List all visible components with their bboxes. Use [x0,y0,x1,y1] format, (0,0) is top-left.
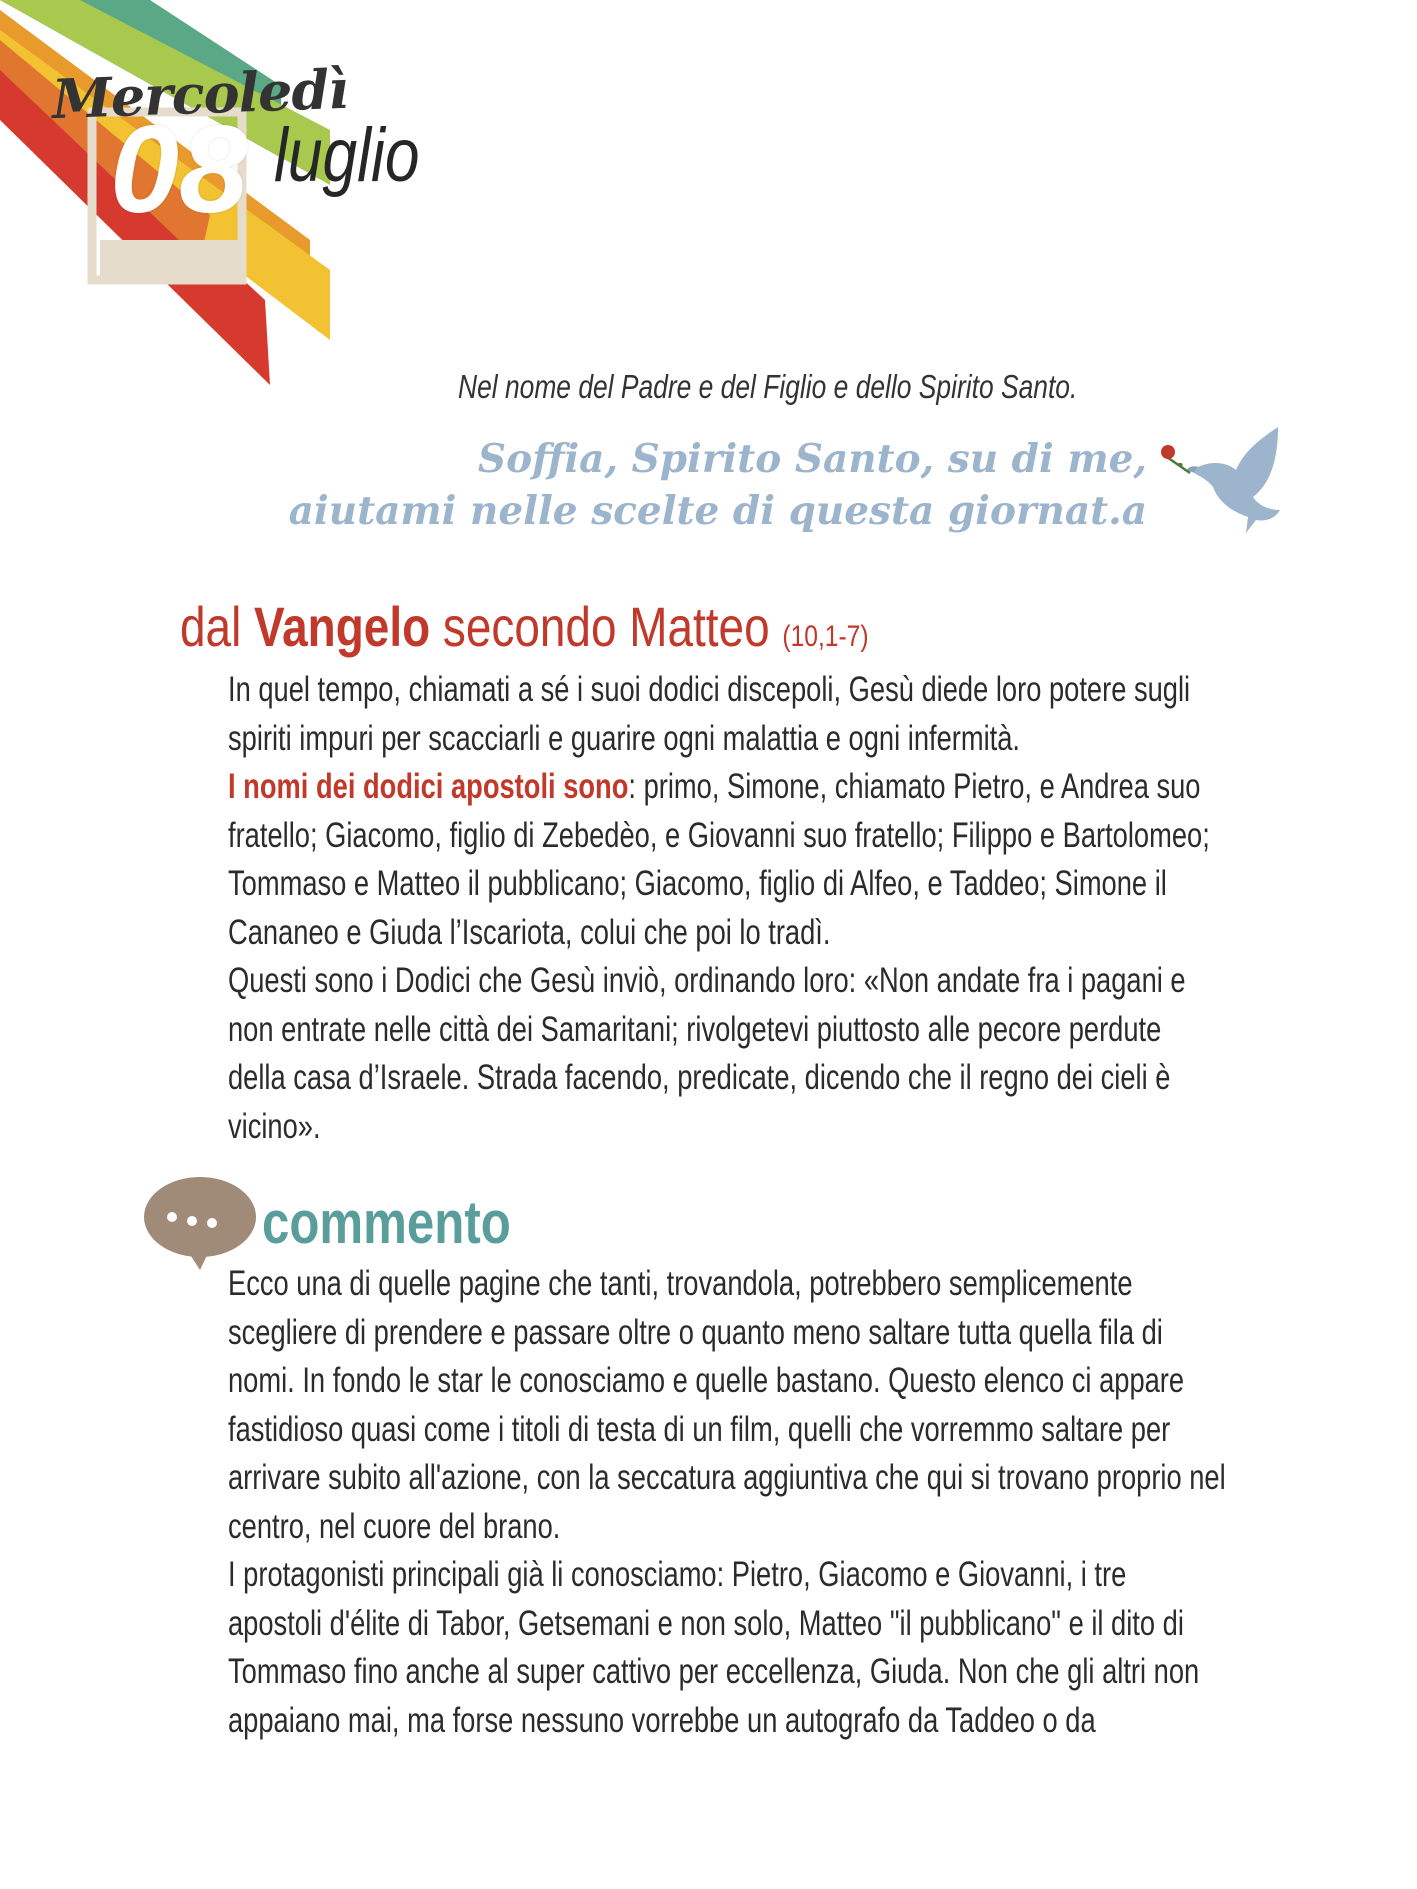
comment-paragraph-1: Ecco una di quelle pagine che tanti, trovandola, potrebbero semplicemente scegliere di prendere e passare oltre o quanto meno saltare tutta quella fila di nomi. In fondo le star le conosciamo e quelle bastano. Questo elenco ci appare fastidioso quasi come i titoli di testa di un film, quelli che vorremmo saltare per arrivare subito all'azione, con la seccatura aggiuntiva che qui si trovano proprio nel centro, nel cuore del brano. [228,1264,1226,1546]
gospel-paragraph-1: In quel tempo, chiamati a sé i suoi dodici discepoli, Gesù diede loro potere sugli spiriti impuri per scacciarli e guarire ogni malattia e ogni infermità. [228,670,1191,758]
gospel-paragraph-2 [228,763,1226,957]
gospel-paragraph-3: Questi sono i Dodici che Gesù inviò, ordinando loro: «Non andate fra i pagani e non entrate nelle città dei Samaritani; rivolgetevi piuttosto alle pecore perdute della casa d’Israele. Strada facendo, predicate, dicendo che il regno dei cieli è vicino». [228,961,1186,1146]
gospel-heading [180,594,869,659]
gospel-text [228,666,1226,1151]
gospel-reference: (10,1-7) [782,620,869,653]
comment-heading: commento [262,1189,511,1256]
gospel-heading-suffix: secondo Matteo [430,595,770,658]
weekday-label: Mercoledì [50,56,349,132]
speech-bubble-icon [142,1175,262,1270]
apostles-highlight: I nomi dei dodici apostoli sono [228,767,629,806]
day-number: 08 [110,101,248,239]
gospel-heading-prefix: dal [180,595,255,658]
comment-paragraph-2: I protagonisti principali già li conosciamo: Pietro, Giacomo e Giovanni, i tre apostoli d'élite di Tabor, Getsemani e non solo, Matteo "il pubblicano" e il dito di Tommaso fino anche al super cattivo per eccellenza, Giuda. Non che gli altri non appaiano mai, ma forse nessuno vorrebbe un autografo da Taddeo o da [228,1555,1200,1740]
gospel-heading-bold: Vangelo [254,595,431,658]
month-label: luglio [274,113,420,198]
gospel-paragraph-2-rest: : primo, Simone, chiamato Pietro, e Andrea suo fratello; Giacomo, figlio di Zebedèo, e Giovanni suo fratello; Filippo e Bartolomeo; Tommaso e Matteo il pubblicano; Giacomo, figlio di Alfeo, e Taddeo; Simone il Cananeo e Giuda l’Iscariota, colui che poi lo tradì. [228,767,1210,952]
prayer-line-2: aiutami nelle scelte di questa giornat.a [288,488,1147,534]
invocation-text: Nel nome del Padre e del Figlio e dello Spirito Santo. [458,368,1078,405]
dove-with-rose-icon [1158,425,1283,535]
prayer-line-1: Soffia, Spirito Santo, su di me, [477,436,1147,482]
prayer-text [289,433,1147,537]
comment-text [228,1260,1226,1745]
